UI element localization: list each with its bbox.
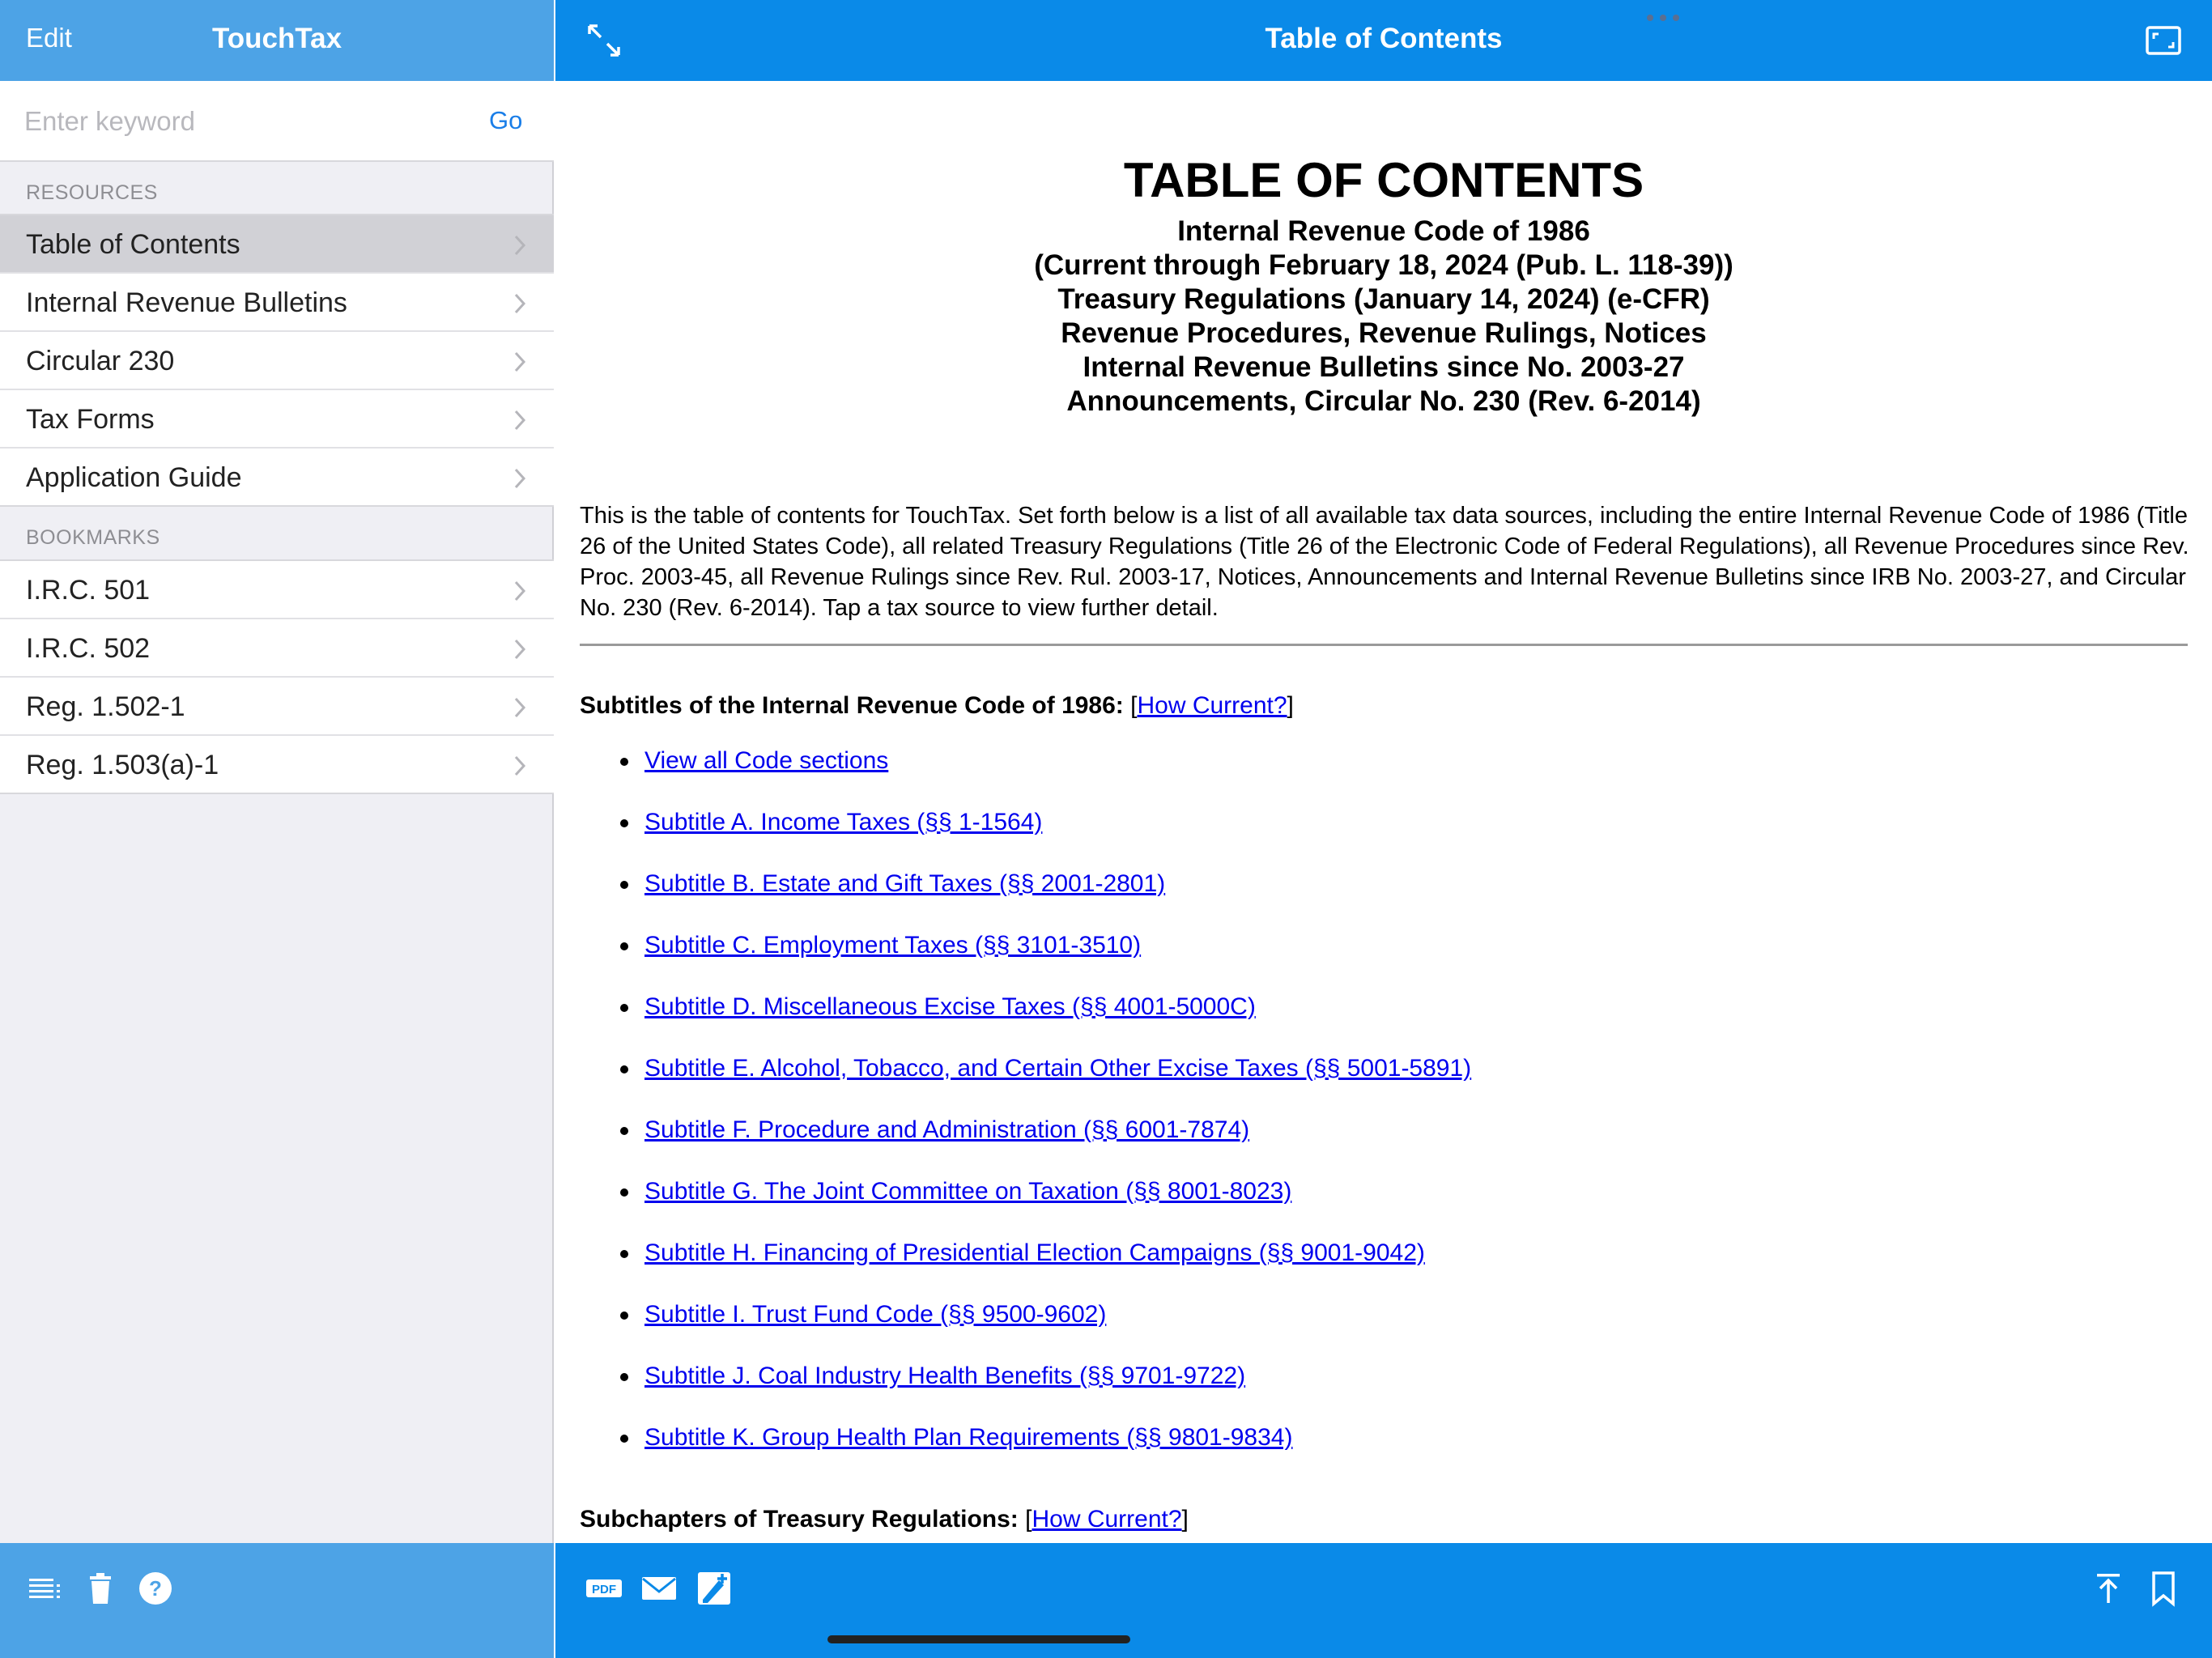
bookmark-item-label: I.R.C. 502: [26, 633, 151, 664]
subtitle-c-link[interactable]: Subtitle C. Employment Taxes (§§ 3101-3510): [644, 932, 1142, 959]
subtitle-line: (Current through February 18, 2024 (Pub. L. 118-39)): [1034, 249, 1733, 281]
sidebar-item-circular-230[interactable]: [0, 332, 554, 390]
main-toolbar: [555, 1543, 2212, 1658]
trash-icon[interactable]: [81, 1569, 120, 1608]
sidebar-header: [0, 0, 554, 81]
search-bar: [0, 81, 554, 162]
main-header: [555, 0, 2212, 81]
regs-how-current-link[interactable]: How Current?: [1032, 1506, 1182, 1533]
list-item: [580, 745, 2191, 806]
bookmark-item-irc-501[interactable]: [0, 561, 554, 619]
sidebar-item-label: Internal Revenue Bulletins: [26, 287, 347, 318]
search-input[interactable]: [24, 102, 462, 141]
subtitle-line: Internal Revenue Bulletins since No. 2003-27: [1083, 351, 1685, 383]
code-subtitles-heading: Subtitles of the Internal Revenue Code of 1986: [How Current?]: [580, 692, 1294, 719]
chevron-right-icon: [513, 468, 526, 489]
document-content: [555, 81, 2212, 1543]
pdf-icon[interactable]: [585, 1569, 623, 1608]
bookmark-item-label: Reg. 1.502-1: [26, 691, 185, 722]
view-all-code-link[interactable]: View all Code sections: [644, 747, 889, 774]
chevron-right-icon: [513, 410, 526, 431]
bookmark-item-label: Reg. 1.503(a)-1: [26, 750, 219, 780]
home-indicator[interactable]: [827, 1635, 1130, 1643]
subtitle-b-link[interactable]: Subtitle B. Estate and Gift Taxes (§§ 2001-2801): [644, 870, 1166, 897]
bookmark-item-label: I.R.C. 501: [26, 575, 151, 606]
list-item: [580, 1237, 2191, 1299]
multitasking-dots-icon[interactable]: [1644, 13, 1682, 23]
how-current-link[interactable]: How Current?: [1137, 692, 1287, 719]
resources-section-header: RESOURCES: [26, 181, 158, 204]
intro-paragraph: This is the table of contents for TouchTax. Set forth below is a list of all available tax data sources, including the entire Internal Revenue Code of 1986 (Title 26 of the United States Code), all related Treasury Regulations (Title 26 of the Electronic Code of Federal Regulations), all Revenue Procedures since Rev. Proc. 2003-45, all Revenue Rulings since Rev. Rul. 2003-17, Notices, Announcements and Internal Revenue Bulletins since IRB No. 2003-27, and Circular No. 230 (Rev. 6-2014). Tap a tax source to view further detail.: [580, 503, 2189, 621]
sidebar-item-label: Circular 230: [26, 346, 175, 376]
list-item: [580, 806, 2191, 868]
sidebar-item-tax-forms[interactable]: [0, 390, 554, 449]
chevron-right-icon: [513, 351, 526, 372]
bookmarks-list: [0, 559, 554, 794]
app-title: TouchTax: [211, 23, 342, 54]
help-icon[interactable]: [136, 1569, 175, 1608]
sidebar-item-application-guide[interactable]: [0, 449, 554, 507]
chevron-right-icon: [513, 580, 526, 602]
chevron-right-icon: [513, 293, 526, 314]
code-subtitles-label: Subtitles of the Internal Revenue Code of 1986:: [580, 692, 1124, 719]
bookmark-icon[interactable]: [2144, 1569, 2183, 1608]
subtitle-f-link[interactable]: Subtitle F. Procedure and Administration (§§ 6001-7874): [644, 1116, 1250, 1143]
subtitle-line: Treasury Regulations (January 14, 2024) (e-CFR): [1057, 283, 1710, 315]
fit-screen-icon[interactable]: [2144, 21, 2183, 60]
subtitle-line: Revenue Procedures, Revenue Rulings, Notices: [1061, 317, 1707, 349]
mail-icon[interactable]: [640, 1569, 678, 1608]
list-item: [580, 1299, 2191, 1360]
sidebar: [0, 0, 554, 1658]
document-title: TABLE OF CONTENTS: [1123, 153, 1644, 207]
chevron-right-icon: [513, 235, 526, 256]
regs-subchapters-label: Subchapters of Treasury Regulations:: [580, 1506, 1019, 1533]
bookmark-item-irc-502[interactable]: [0, 619, 554, 678]
svg-text:?: ?: [149, 1576, 162, 1601]
page-title: Table of Contents: [1265, 23, 1503, 54]
bookmark-item-reg-1-503a-1[interactable]: [0, 736, 554, 794]
chevron-right-icon: [513, 697, 526, 718]
subtitle-i-link[interactable]: Subtitle I. Trust Fund Code (§§ 9500-9602): [644, 1301, 1107, 1328]
sidebar-item-internal-revenue-bulletins[interactable]: [0, 274, 554, 332]
subtitle-e-link[interactable]: Subtitle E. Alcohol, Tobacco, and Certain Other Excise Taxes (§§ 5001-5891): [644, 1055, 1472, 1082]
go-button[interactable]: Go: [489, 106, 523, 134]
sidebar-item-label: Application Guide: [26, 462, 242, 493]
subtitle-g-link[interactable]: Subtitle G. The Joint Committee on Taxation (§§ 8001-8023): [644, 1178, 1292, 1205]
subtitle-h-link[interactable]: Subtitle H. Financing of Presidential Election Campaigns (§§ 9001-9042): [644, 1239, 1425, 1266]
add-note-icon[interactable]: [695, 1569, 734, 1608]
sidebar-item-table-of-contents[interactable]: [0, 215, 554, 274]
resources-list: [0, 214, 554, 507]
list-item: [580, 1114, 2191, 1175]
list-item: [580, 868, 2191, 929]
list-item: [580, 1052, 2191, 1114]
subtitle-j-link[interactable]: Subtitle J. Coal Industry Health Benefits (§§ 9701-9722): [644, 1363, 1246, 1389]
code-subtitles-list: [580, 745, 2191, 1483]
list-item: [580, 1360, 2191, 1422]
edit-button[interactable]: Edit: [26, 23, 72, 53]
subtitle-k-link[interactable]: Subtitle K. Group Health Plan Requirements (§§ 9801-9834): [644, 1424, 1293, 1451]
regs-subchapters-heading: Subchapters of Treasury Regulations: [How Current?]: [580, 1506, 1189, 1533]
bookmarks-section-header: BOOKMARKS: [26, 526, 160, 549]
chevron-right-icon: [513, 639, 526, 660]
list-item: [580, 1175, 2191, 1237]
pdf-icon-label: PDF: [592, 1583, 616, 1596]
sidebar-toolbar: [0, 1543, 554, 1658]
list-icon[interactable]: [26, 1569, 65, 1608]
subtitle-d-link[interactable]: Subtitle D. Miscellaneous Excise Taxes (§§ 4001-5000C): [644, 993, 1256, 1020]
scroll-to-top-icon[interactable]: [2089, 1569, 2128, 1608]
sidebar-item-label: Table of Contents: [26, 229, 240, 260]
subtitle-line: Internal Revenue Code of 1986: [1177, 215, 1590, 247]
list-item: [580, 1422, 2191, 1483]
list-item: [580, 929, 2191, 991]
subtitle-a-link[interactable]: Subtitle A. Income Taxes (§§ 1-1564): [644, 809, 1043, 835]
subtitle-line: Announcements, Circular No. 230 (Rev. 6-2014): [1066, 385, 1701, 417]
list-item: [580, 991, 2191, 1052]
sidebar-item-label: Tax Forms: [26, 404, 155, 435]
document-subtitle: [555, 215, 2212, 419]
bookmark-item-reg-1-502-1[interactable]: [0, 678, 554, 736]
divider: [580, 644, 2188, 646]
main-pane: [555, 0, 2212, 1658]
chevron-right-icon: [513, 755, 526, 776]
